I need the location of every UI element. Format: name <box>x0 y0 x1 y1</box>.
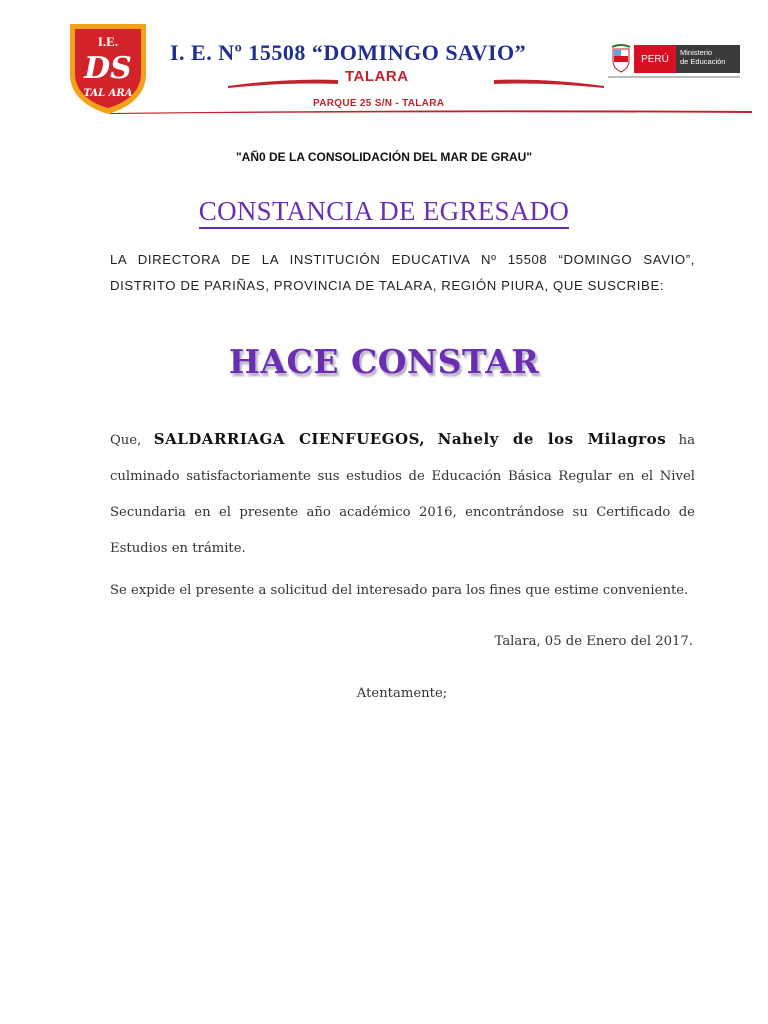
peru-coat-of-arms-icon <box>610 43 632 73</box>
gov-ministry-line2: de Educación <box>680 57 726 66</box>
gov-ministry-label <box>676 45 740 73</box>
gov-ministry-line1: Ministerio <box>680 48 713 57</box>
year-motto: "AÑ0 DE LA CONSOLIDACIÓN DEL MAR DE GRAU" <box>235 150 533 164</box>
gov-country-label: PERÚ <box>634 45 676 73</box>
red-swoosh-decoration <box>226 72 606 94</box>
certification-paragraph <box>110 421 695 567</box>
body-prefix: Que, <box>110 433 142 448</box>
crest-text-city: TAL ARA <box>83 88 133 99</box>
gov-logo-underline <box>608 76 740 78</box>
document-title <box>0 196 768 227</box>
school-name: I. E. Nº 15508 “DOMINGO SAVIO” <box>170 40 527 65</box>
issue-paragraph: Se expide el presente a solicitud del interesado para los fines que estime conveniente. <box>110 583 689 598</box>
closing-salutation: Atentamente; <box>356 686 448 701</box>
crest-text-initials: DS <box>84 51 132 86</box>
student-surname: SALDARRIAGA CIENFUEGOS, <box>153 430 426 448</box>
crest-text-top: I.E. <box>97 34 119 49</box>
header-divider <box>110 110 752 114</box>
intro-paragraph: LA DIRECTORA DE LA INSTITUCIÓN EDUCATIVA Nº 15508 “DOMINGO SAVIO”, DISTRITO DE PARIÑAS, PROVINCIA DE TALARA, REGIÓN PIURA, QUE SUSCRIBE: <box>110 252 695 293</box>
school-city: TALARA <box>345 68 409 85</box>
school-address: PARQUE 25 S/N - TALARA <box>313 98 445 109</box>
school-crest-logo <box>66 20 150 116</box>
document-title-text: CONSTANCIA DE EGRESADO <box>199 196 569 229</box>
date-line: Talara, 05 de Enero del 2017. <box>494 634 693 649</box>
certify-heading: HACE CONSTAR <box>228 342 540 381</box>
student-given-names: Nahely de los Milagros <box>437 430 667 448</box>
body-rest: ha culminado satisfactoriamente sus estudios de Educación Básica Regular en el Nivel Secundaria en el presente año académico 2016, encontrándose su Certificado de Estudios en trámite. <box>110 433 695 556</box>
